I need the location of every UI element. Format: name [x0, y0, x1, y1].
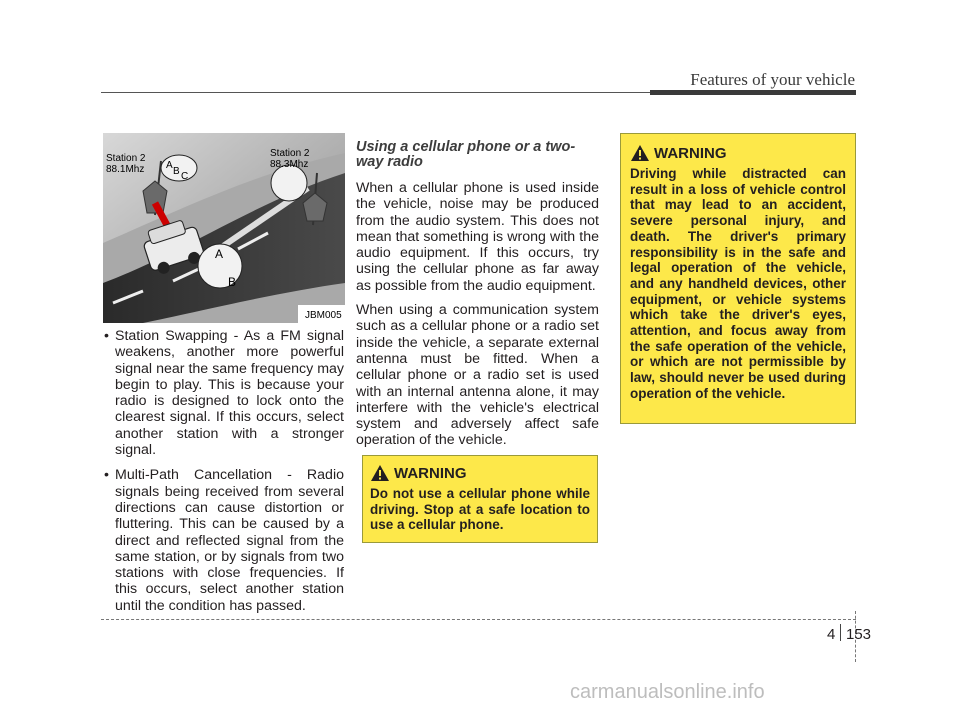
section-heading: Using a cellular phone or a two-way radio [356, 139, 576, 170]
warning-body: Driving while distracted can result in a loss of vehicle control that may lead to an accident, severe personal injury, and death. The driver's primary responsibility is in the safe and legal operation of the vehicle, and any handheld devices, other equipment, or vehicle systems which take the driver's eyes, attention, and focus away from the safe operation of the vehicle, or which are not permissible by law, should never be used during operation of the vehicle. [630, 166, 846, 401]
letter-a-top: A [166, 160, 173, 171]
radio-signal-illustration [103, 133, 345, 323]
warning-box-distraction [620, 133, 856, 424]
section-number: 4 [827, 626, 836, 643]
warning-triangle-icon [370, 464, 390, 482]
warning-title: WARNING [394, 464, 467, 482]
list-item [103, 328, 344, 458]
warning-triangle-icon [630, 144, 650, 162]
watermark: carmanualsonline.info [570, 681, 765, 703]
bullet-list [103, 328, 344, 623]
footer-rule [101, 619, 856, 620]
letter-c-top: C [181, 171, 189, 182]
header-accent-bar [650, 90, 856, 95]
bullet-dot: • [104, 328, 109, 344]
station-left-label: Station 2 [106, 153, 146, 164]
paragraph: When using a communication system such as a cellular phone or a radio set inside the vehicle, a separate external antenna must be fitted. When a cellular phone or a radio set is used with an internal antenna alone, it may interfere with the vehicle's electrical system and adversely affect safe operation of the vehicle. [356, 302, 599, 449]
page-number-separator [840, 624, 841, 641]
bullet-dot: • [104, 467, 109, 484]
bullet-text: Multi-Path Cancellation - Radio signals being received from several directions can cause distortion or fluttering. This can be caused by a direct and reflected signal from the same station, or by signals from two stations with close frequencies. If this occurs, select another station until the condition has passed. [115, 467, 344, 614]
station-right-label: Station 2 [270, 148, 310, 159]
figure-code: JBM005 [305, 310, 342, 321]
warning-box-phone [362, 455, 598, 543]
paragraph: When a cellular phone is used inside the vehicle, noise may be produced from the audio system. This does not mean that something is wrong with the audio equipment. If this occurs, try using the cellular phone as far away as possible from the audio equipment. [356, 180, 599, 294]
header-title: Features of your vehicle [690, 70, 855, 89]
warning-title: WARNING [654, 144, 727, 162]
list-item [103, 467, 344, 614]
station-right-freq: 88.3Mhz [270, 159, 309, 170]
cellular-section [356, 140, 599, 457]
station-left-freq: 88.1Mhz [106, 164, 145, 175]
warning-body: Do not use a cellular phone while driving. Stop at a safe location to use a cellular phone. [370, 486, 590, 533]
bullet-text: Station Swapping - As a FM signal weakens, another more powerful signal near the same frequency may begin to play. This is because your radio is designed to lock onto the clearest signal. If this occurs, select another station with a stronger signal. [115, 328, 344, 459]
letter-b-bottom: B [228, 275, 237, 289]
page-number: 153 [846, 626, 872, 643]
letter-a-bottom: A [215, 247, 224, 261]
letter-b-top: B [173, 166, 180, 177]
